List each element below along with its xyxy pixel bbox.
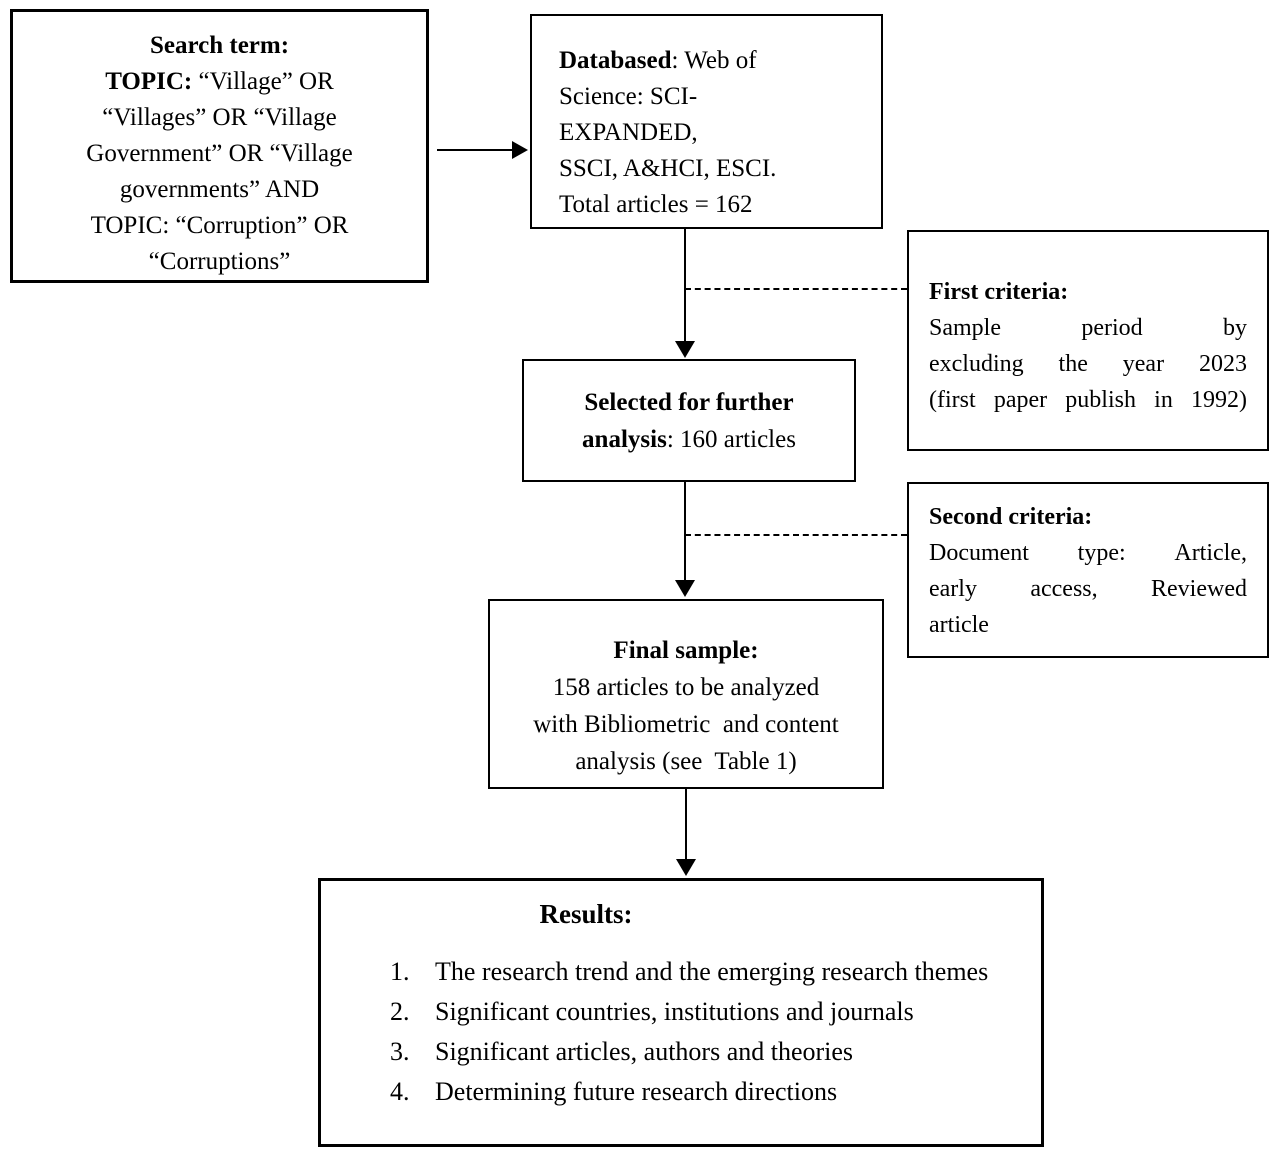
second-criteria-line-2: early access, Reviewed bbox=[929, 576, 1247, 602]
search-term-line-3: Government” OR “Village bbox=[86, 140, 353, 167]
search-term-box bbox=[10, 9, 429, 283]
arrow-selected-to-final-line bbox=[684, 482, 686, 580]
results-list bbox=[321, 952, 1041, 1112]
search-term-line-2: “Villages” OR “Village bbox=[102, 104, 337, 131]
results-item-number: 3. bbox=[390, 1037, 410, 1066]
selected-line-1: Selected for further bbox=[584, 389, 794, 416]
final-sample-title: Final sample: bbox=[613, 637, 759, 664]
arrow-database-to-selected-line bbox=[684, 228, 686, 341]
results-item-text: Significant articles, authors and theories bbox=[435, 1037, 854, 1066]
second-criteria-line-1: Document type: Article, bbox=[929, 540, 1247, 566]
results-item-text: Significant countries, institutions and journals bbox=[435, 997, 914, 1026]
results-box bbox=[318, 878, 1044, 1147]
database-line-2: Science: SCI- bbox=[559, 83, 698, 110]
database-line-5: Total articles = 162 bbox=[559, 191, 753, 218]
final-sample-box bbox=[488, 599, 884, 789]
dashed-connector-first-criteria bbox=[685, 288, 907, 290]
arrowhead-down-icon bbox=[676, 859, 696, 876]
search-term-title: Search term: bbox=[149, 32, 290, 59]
first-criteria-line-2: excluding the year 2023 bbox=[929, 351, 1247, 377]
database-box bbox=[530, 14, 883, 229]
results-item-2 bbox=[321, 992, 1041, 1032]
first-criteria-line-1: Sample period by bbox=[929, 315, 1247, 341]
second-criteria-box bbox=[907, 482, 1269, 658]
results-item-3 bbox=[321, 1032, 1041, 1072]
selected-line-2: analysis: 160 articles bbox=[582, 426, 796, 453]
results-item-1 bbox=[321, 952, 1041, 992]
results-item-text: Determining future research directions bbox=[435, 1077, 838, 1106]
dashed-connector-second-criteria bbox=[685, 534, 907, 536]
selected-box bbox=[522, 359, 856, 482]
search-term-line-6: “Corruptions” bbox=[148, 248, 291, 275]
arrow-search-to-database-line bbox=[437, 149, 513, 151]
results-item-4 bbox=[321, 1072, 1041, 1112]
second-criteria-title: Second criteria: bbox=[929, 504, 1093, 530]
arrowhead-down-icon bbox=[675, 580, 695, 597]
search-term-line-5: TOPIC: “Corruption” OR bbox=[90, 212, 349, 239]
results-title: Results: bbox=[539, 899, 633, 929]
final-sample-line-1: 158 articles to be analyzed bbox=[552, 674, 820, 701]
final-sample-line-2: with Bibliometric and content bbox=[533, 711, 839, 738]
results-item-number: 2. bbox=[390, 997, 410, 1026]
first-criteria-title: First criteria: bbox=[929, 279, 1069, 305]
results-item-number: 1. bbox=[390, 957, 410, 986]
search-term-line-4: governments” AND bbox=[119, 176, 320, 203]
arrowhead-down-icon bbox=[675, 341, 695, 358]
second-criteria-line-3: article bbox=[929, 612, 989, 638]
search-term-line-1: TOPIC: “Village” OR bbox=[105, 68, 334, 95]
arrow-final-to-results-line bbox=[685, 788, 687, 859]
database-line-4: SSCI, A&HCI, ESCI. bbox=[559, 155, 777, 182]
database-line-3: EXPANDED, bbox=[559, 119, 698, 146]
first-criteria-line-3: (first paper publish in 1992) bbox=[929, 387, 1247, 413]
database-line-1: Databased: Web of bbox=[559, 47, 757, 74]
results-item-number: 4. bbox=[390, 1077, 410, 1106]
first-criteria-box bbox=[907, 230, 1269, 451]
results-item-text: The research trend and the emerging research themes bbox=[435, 957, 989, 986]
final-sample-line-3: analysis (see Table 1) bbox=[575, 748, 797, 775]
arrowhead-right-icon bbox=[512, 141, 528, 159]
